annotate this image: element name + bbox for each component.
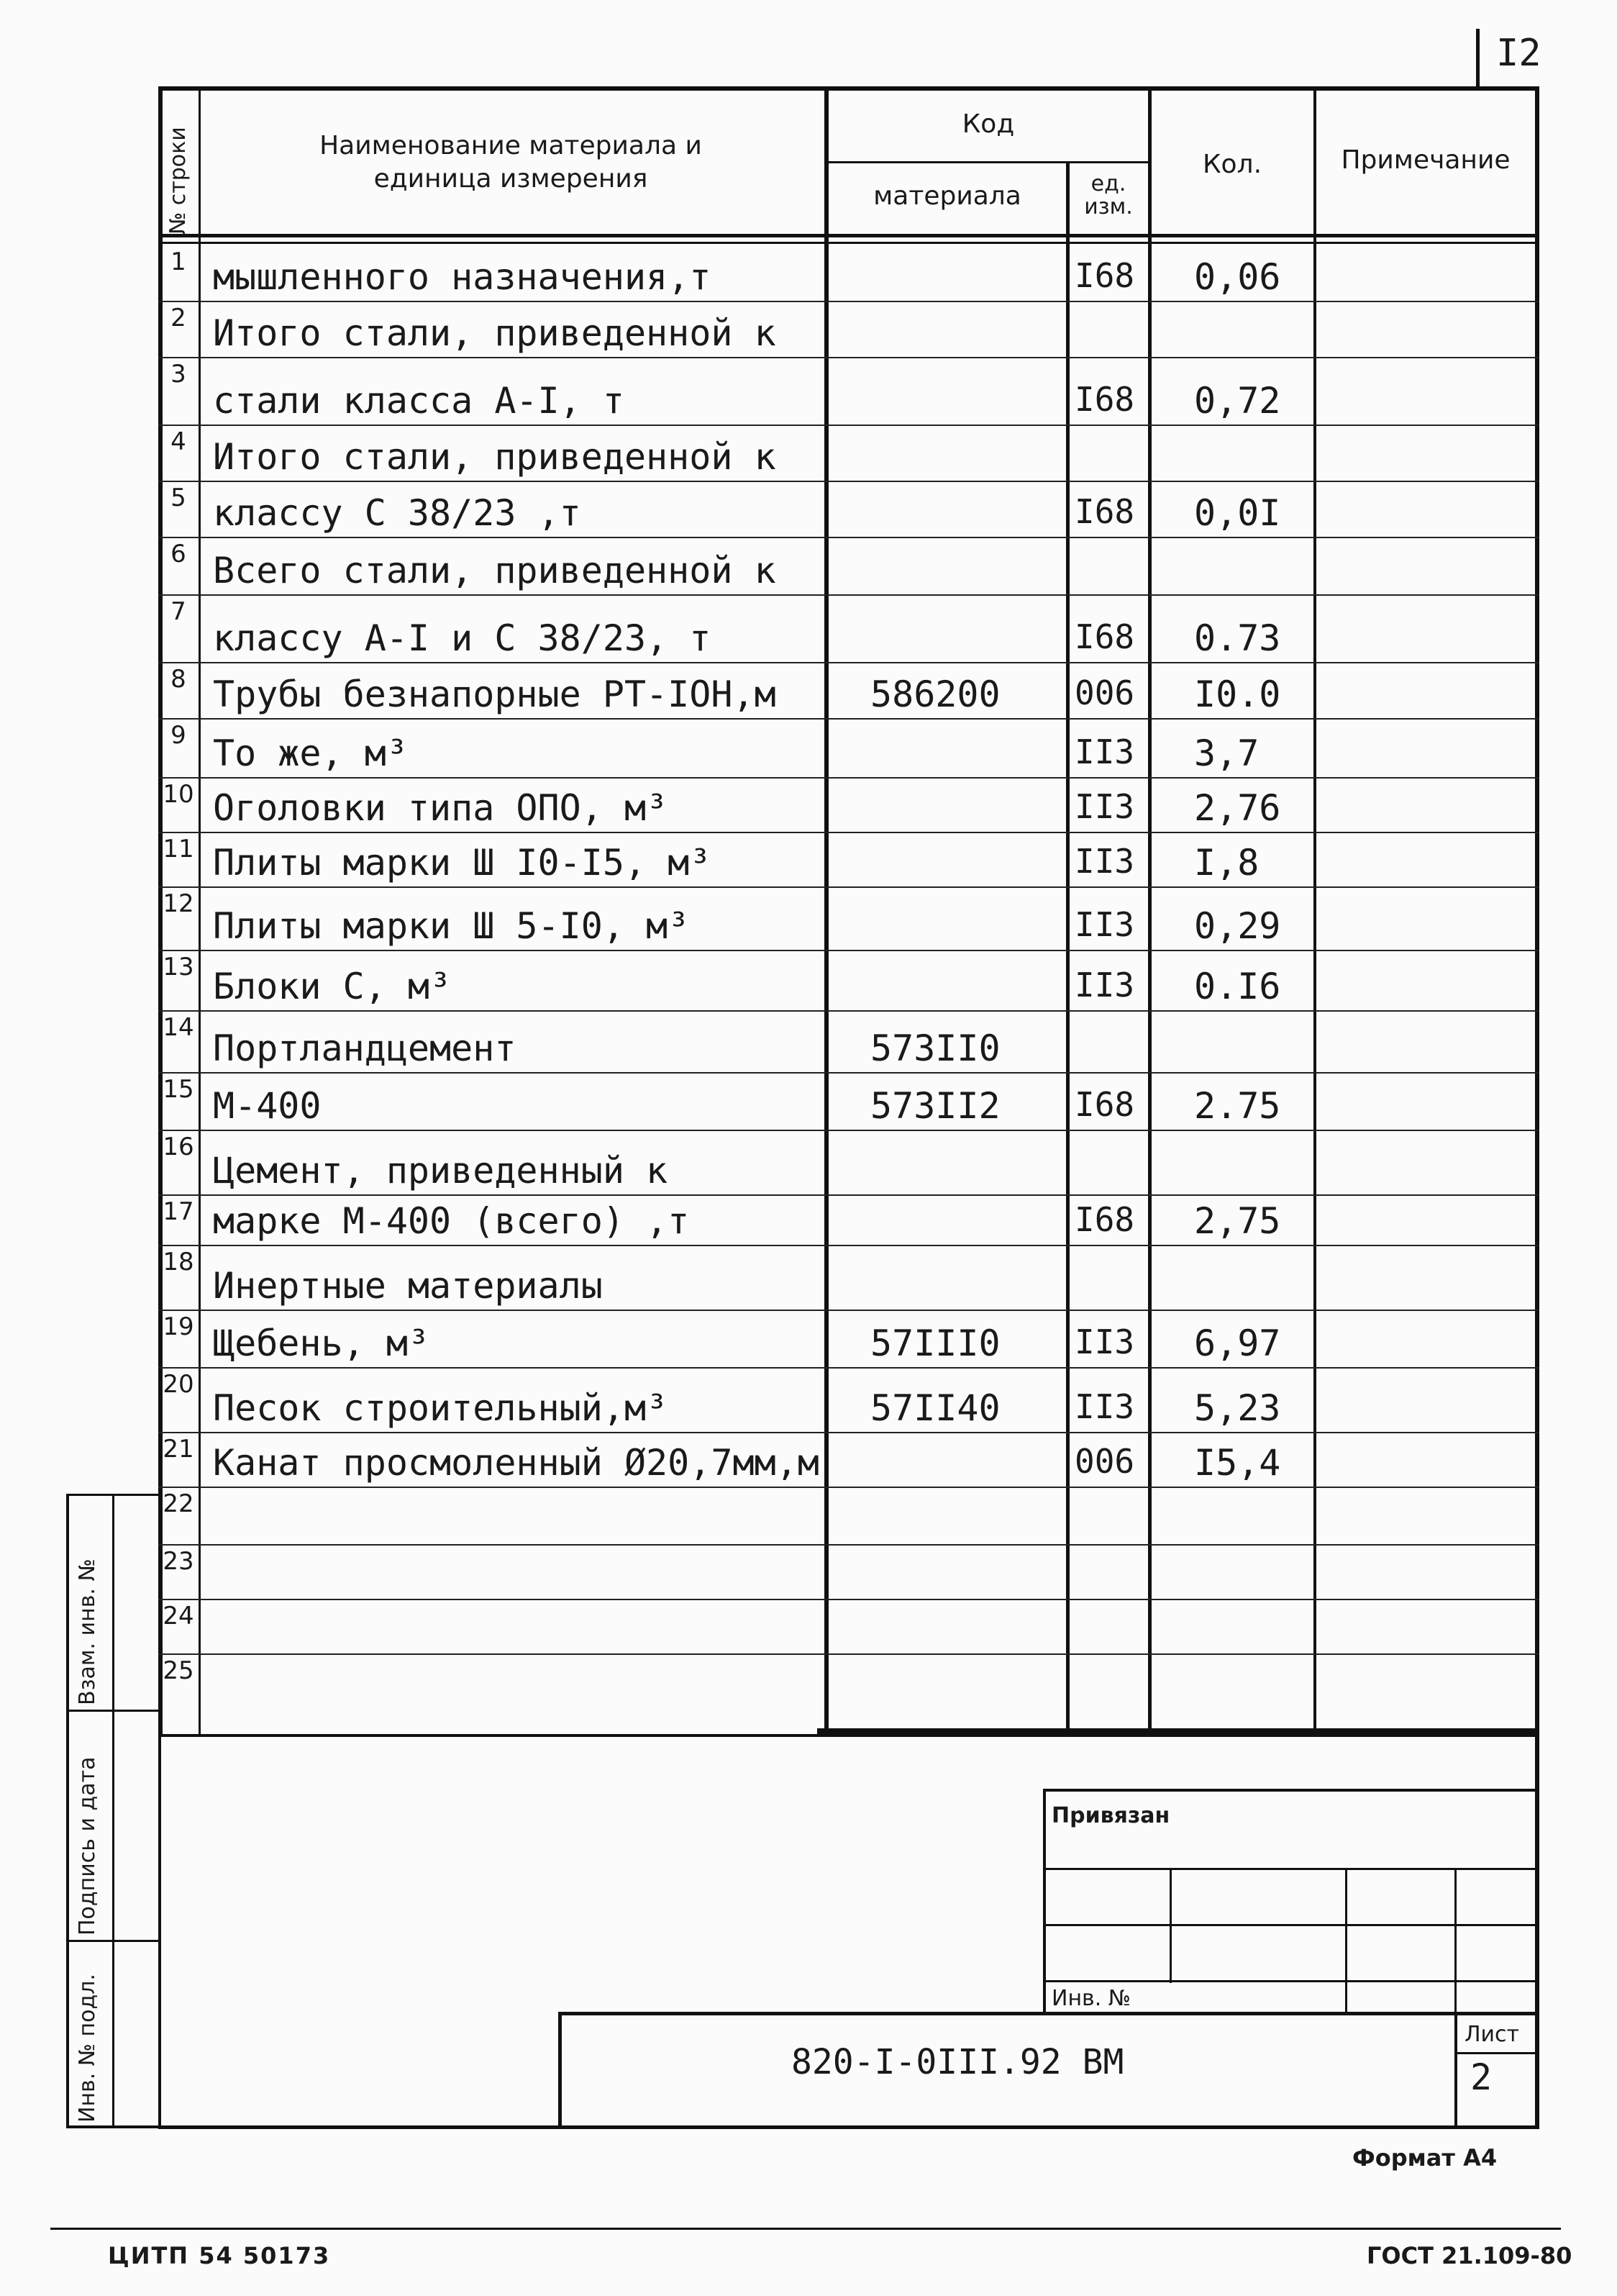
row-quantity: 2.75 xyxy=(1194,1085,1281,1127)
row-number: 2 xyxy=(170,304,186,332)
row-unit: I68 xyxy=(1075,1200,1135,1239)
row-number: 15 xyxy=(163,1075,194,1104)
header-material-name: Наименование материала и единица измерения xyxy=(319,131,702,194)
side-label-vzam: Взам. инв. № xyxy=(75,1558,100,1705)
row-material-name: марке М-400 (всего) ,т xyxy=(213,1200,690,1242)
row-number: 21 xyxy=(163,1435,194,1464)
footer-right: ГОСТ 21.109-80 xyxy=(1367,2242,1572,2269)
format-label: Формат A4 xyxy=(1352,2144,1498,2172)
row-quantity: 6,97 xyxy=(1194,1322,1281,1364)
row-number: 12 xyxy=(163,889,194,918)
row-material-name: Блоки С, м³ xyxy=(213,966,452,1007)
row-number: 14 xyxy=(163,1013,194,1042)
row-number: 5 xyxy=(170,484,186,512)
row-material-name: Трубы безнапорные РТ-IОН,м xyxy=(213,673,776,715)
row-material-name: классу С 38/23 ,т xyxy=(213,492,581,534)
row-number: 19 xyxy=(163,1312,194,1341)
row-material-name: классу А-I и С 38/23, т xyxy=(213,617,711,659)
row-quantity: 2,75 xyxy=(1194,1200,1281,1242)
sheet-corner-number: I2 xyxy=(1496,32,1541,75)
row-number: 3 xyxy=(170,360,186,389)
row-unit: 006 xyxy=(1075,1442,1135,1481)
row-number: 20 xyxy=(163,1370,194,1399)
row-material-code: 586200 xyxy=(870,673,1001,715)
row-material-name: Щебень, м³ xyxy=(213,1322,430,1364)
sheet-label: Лист xyxy=(1465,2022,1520,2047)
row-material-code: 573II0 xyxy=(870,1027,1001,1069)
row-number: 16 xyxy=(163,1133,194,1161)
row-unit: 006 xyxy=(1075,673,1135,712)
row-unit: I68 xyxy=(1075,256,1135,295)
row-number: 22 xyxy=(163,1489,194,1518)
header-material-code: материала xyxy=(873,181,1021,211)
row-unit: I68 xyxy=(1075,492,1135,531)
side-label-inv: Инв. № подл. xyxy=(75,1974,100,2123)
header-note: Примечание xyxy=(1341,145,1511,175)
document-code: 820-I-0III.92 ВМ xyxy=(791,2042,1124,2082)
row-unit: II3 xyxy=(1075,1322,1135,1361)
row-material-name: Оголовки типа ОПО, м³ xyxy=(213,787,668,829)
header-unit: ед. изм. xyxy=(1084,171,1133,219)
stamp-inv-no: Инв. № xyxy=(1052,1986,1131,2011)
row-quantity: 0,0I xyxy=(1194,492,1281,534)
stamp-privyazan: Привязан xyxy=(1052,1803,1170,1828)
row-material-name: Итого стали, приведенной к xyxy=(213,436,776,478)
row-material-name: То же, м³ xyxy=(213,732,408,774)
row-unit: I68 xyxy=(1075,380,1135,419)
row-number: 24 xyxy=(163,1602,194,1630)
row-unit: II3 xyxy=(1075,966,1135,1004)
row-quantity: 0,72 xyxy=(1194,380,1281,422)
row-number: 13 xyxy=(163,953,194,981)
row-quantity: 0.I6 xyxy=(1194,966,1281,1007)
header-quantity: Кол. xyxy=(1202,150,1262,179)
row-material-name: мышленного назначения,т xyxy=(213,256,711,298)
row-number: 9 xyxy=(170,721,186,750)
row-unit: II3 xyxy=(1075,1387,1135,1426)
row-material-name: Цемент, приведенный к xyxy=(213,1150,668,1192)
row-quantity: 0,06 xyxy=(1194,256,1281,298)
side-label-podpis: Подпись и дата xyxy=(75,1756,100,1936)
row-material-name: Плиты марки Ш 5-I0, м³ xyxy=(213,905,690,947)
row-quantity: I5,4 xyxy=(1194,1442,1281,1484)
row-material-name: стали класса А-I, т xyxy=(213,380,624,422)
row-unit: II3 xyxy=(1075,905,1135,944)
row-number: 17 xyxy=(163,1197,194,1226)
row-number: 25 xyxy=(163,1656,194,1685)
row-quantity: 0.73 xyxy=(1194,617,1281,659)
row-unit: II3 xyxy=(1075,732,1135,771)
header-row-number: № строки xyxy=(165,127,191,235)
row-material-name: Песок строительный,м³ xyxy=(213,1387,668,1429)
row-material-code: 573II2 xyxy=(870,1085,1001,1127)
row-number: 23 xyxy=(163,1547,194,1576)
row-quantity: I0.0 xyxy=(1194,673,1281,715)
row-quantity: 5,23 xyxy=(1194,1387,1281,1429)
row-number: 18 xyxy=(163,1248,194,1276)
row-number: 6 xyxy=(170,540,186,568)
row-number: 7 xyxy=(170,597,186,626)
row-number: 1 xyxy=(170,248,186,276)
row-material-name: М-400 xyxy=(213,1085,322,1127)
row-material-code: 57III0 xyxy=(870,1322,1001,1364)
row-number: 11 xyxy=(163,835,194,863)
row-quantity: 2,76 xyxy=(1194,787,1281,829)
row-material-name: Инертные материалы xyxy=(213,1265,603,1307)
row-unit: II3 xyxy=(1075,842,1135,881)
header-code: Код xyxy=(962,109,1015,139)
row-unit: I68 xyxy=(1075,617,1135,656)
sheet-number: 2 xyxy=(1470,2056,1493,2098)
row-material-code: 57II40 xyxy=(870,1387,1001,1429)
row-material-name: Итого стали, приведенной к xyxy=(213,312,776,354)
row-quantity: 3,7 xyxy=(1194,732,1260,774)
row-number: 8 xyxy=(170,665,186,694)
row-unit: I68 xyxy=(1075,1085,1135,1124)
row-material-name: Плиты марки Ш I0-I5, м³ xyxy=(213,842,711,884)
row-material-name: Канат просмоленный Ø20,7мм,м xyxy=(213,1442,819,1484)
row-number: 4 xyxy=(170,427,186,456)
row-material-name: Портландцемент xyxy=(213,1027,516,1069)
row-unit: II3 xyxy=(1075,787,1135,826)
row-quantity: 0,29 xyxy=(1194,905,1281,947)
footer-left: ЦИТП 54 50173 xyxy=(108,2242,331,2269)
row-material-name: Всего стали, приведенной к xyxy=(213,550,776,591)
row-number: 10 xyxy=(163,780,194,809)
row-quantity: I,8 xyxy=(1194,842,1260,884)
